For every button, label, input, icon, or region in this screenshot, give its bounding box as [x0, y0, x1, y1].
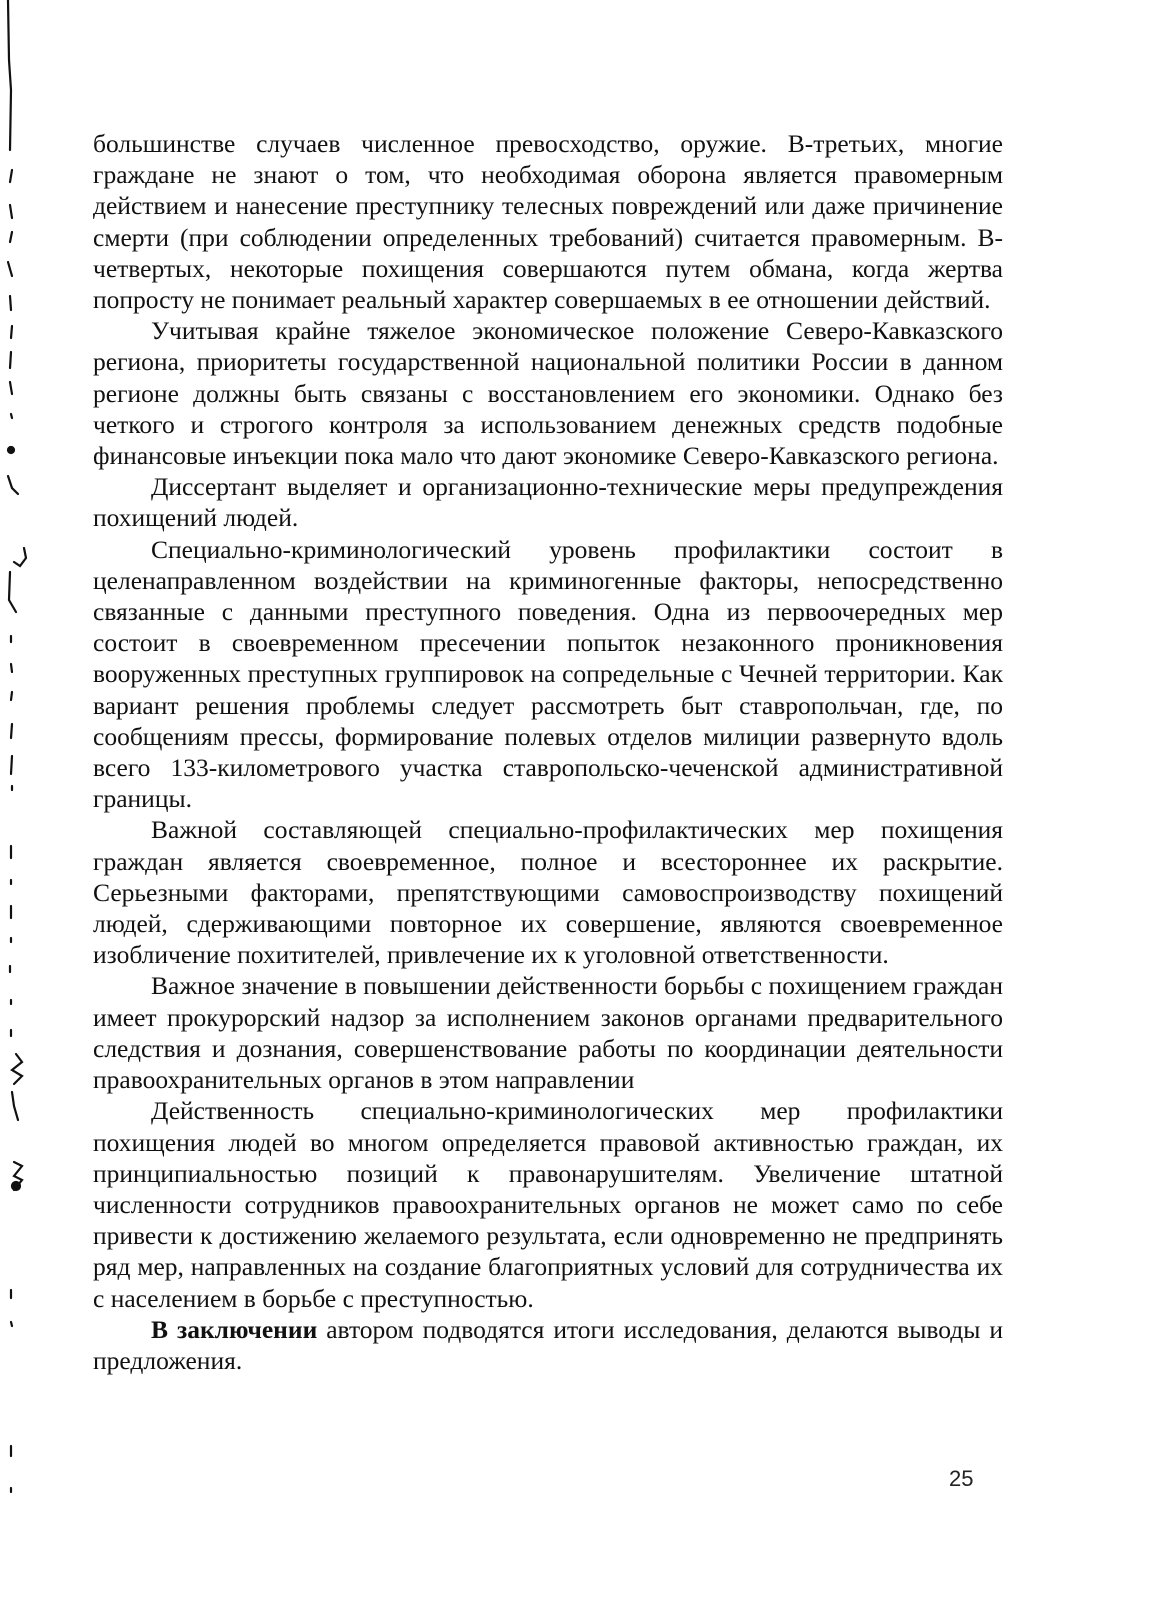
conclusion-bold-lead: В заключении: [151, 1314, 318, 1344]
paragraph-conclusion: [93, 1314, 1003, 1376]
scan-edge-marks: [0, 0, 60, 1600]
document-body: [93, 128, 1003, 1376]
paragraph-citizen-activity: Действенность специально-криминологических мер профилактики похищения людей во многом определяется правовой активностью граждан, их принципиальностью позиций к правонарушителям. Увеличение штатной численности сотрудников правоохранительных органов не может само по себе привести к достижению желаемого результата, если одновременно не предпринять ряд мер, направленных на создание благоприятных условий для сотрудничества их с населением в борьбе с преступностью.: [93, 1096, 1003, 1313]
paragraph-continuation: большинстве случаев численное превосходство, оружие. В-третьих, многие граждане не знают о том, что необходимая оборона является правомерным действием и нанесение преступнику телесных повреждений или даже причинение смерти (при соблюдении определенных требований) считается правомерным. В-четвертых, некоторые похищения совершаются путем обмана, когда жертва попросту не понимает реальный характер совершаемых в ее отношении действий.: [93, 129, 1003, 315]
paragraph-economic-policy: Учитывая крайне тяжелое экономическое положение Северо-Кавказского региона, приоритеты государственной национальной политики России в данном регионе должны быть связаны с восстановлением его экономики. Однако без четкого и строгого контроля за использованием денежных средств подобные финансовые инъекции пока мало что дают экономике Северо-Кавказского региона.: [93, 316, 1003, 471]
conclusion-rest: автором подводятся итоги исследования, делаются выводы и предложения.: [93, 1314, 1003, 1375]
paragraph-disclosure: Важной составляющей специально-профилактических мер похищения граждан является своевременное, полное и всестороннее их раскрытие. Серьезными факторами, препятствующими самовоспроизводству похищений людей, сдерживающими повторное их совершение, являются своевременное изобличение похитителей, привлечение их к уголовной ответственности.: [93, 815, 1003, 970]
paragraph-prosecutor-supervision: Важное значение в повышении действенности борьбы с похищением граждан имеет прокурорский надзор за исполнением законов органами предварительного следствия и дознания, совершенствование работы по координации деятельности правоохранительных органов в этом направлении: [93, 971, 1003, 1095]
page-number: 25: [949, 1466, 974, 1491]
paragraph-technical-measures: Диссертант выделяет и организационно-технические меры предупреждения похищений людей.: [93, 472, 1003, 533]
paragraph-prevention-level: Специально-криминологический уровень профилактики состоит в целенаправленном воздействии на криминогенные факторы, непосредственно связанные с данными преступного поведения. Одна из первоочередных мер состоит в своевременном пресечении попыток незаконного проникновения вооруженных преступных группировок на сопредельные с Чечней территории. Как вариант решения проблемы следует рассмотреть быт ставропольчан, где, по сообщениям прессы, формирование полевых отделов милиции развернуто вдоль всего 133-километрового участка ставропольско-чеченской административной границы.: [93, 534, 1003, 814]
